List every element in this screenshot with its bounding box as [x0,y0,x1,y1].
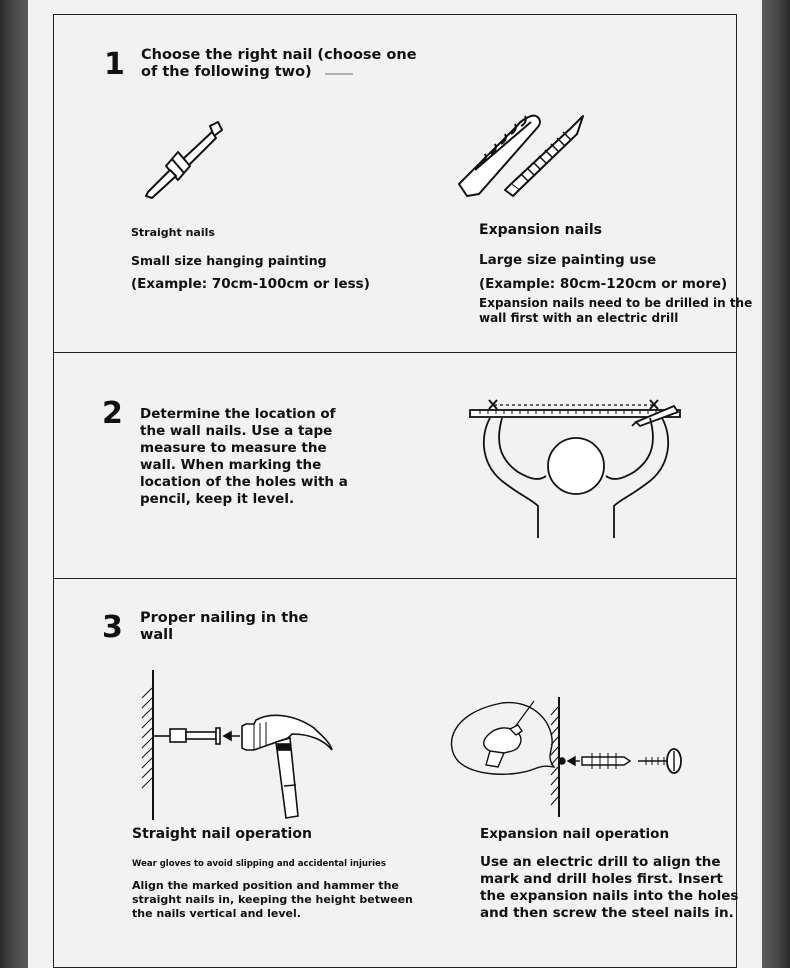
straight-nails-heading: Straight nails [131,226,215,239]
step-2-line: wall. When marking the [140,457,322,473]
expansion-nail-operation-heading: Expansion nail operation [480,826,670,842]
expansion-note-line1: Expansion nails need to be drilled in the [479,296,753,310]
step-1-title [141,47,417,81]
expansion-op-line: mark and drill holes first. Insert [480,871,723,887]
straight-nail-operation-text [132,879,413,921]
expansion-nail-icon [455,112,595,202]
step-2-line: the wall nails. Use a tape [140,423,333,439]
step-2-line: measure to measure the [140,440,327,456]
step-3-title [140,610,308,644]
step-2-instructions [140,406,348,508]
straight-nails-example: (Example: 70cm-100cm or less) [131,276,370,292]
hammer-nail-icon [140,668,340,823]
expansion-op-line: and then screw the steel nails in. [480,905,734,921]
drill-expansion-nail-icon [448,695,693,820]
expansion-op-line: Use an electric drill to align the [480,854,721,870]
step-1-number: 1 [104,47,125,82]
step-3-title-line1: Proper nailing in the [140,610,309,626]
step-3-number: 3 [102,610,123,645]
step-1-title-line1: Choose the right nail (choose one [141,47,417,63]
straight-nail-operation-heading: Straight nail operation [132,826,312,842]
title-underline-mark [325,72,355,76]
person-measuring-wall-icon [466,396,686,541]
expansion-nails-note [479,296,752,326]
straight-op-line: the nails vertical and level. [132,907,301,920]
expansion-note-line2: wall first with an electric drill [479,311,679,325]
straight-nail-icon [140,120,230,202]
step-2-line: location of the holes with a [140,474,348,490]
straight-op-line: Align the marked position and hammer the [132,879,399,892]
step-2-number: 2 [102,396,123,431]
safety-tip: Wear gloves to avoid slipping and accidental injuries [132,859,386,869]
straight-nails-use: Small size hanging painting [131,253,327,268]
step-2-line: pencil, keep it level. [140,491,295,507]
step-1-title-line2: of the following two) [141,64,312,80]
straight-op-line: straight nails in, keeping the height between [132,893,413,906]
expansion-nails-use: Large size painting use [479,252,657,268]
expansion-nails-example: (Example: 80cm-120cm or more) [479,276,728,292]
expansion-nails-heading: Expansion nails [479,222,602,238]
step-3-title-line2: wall [140,627,174,643]
expansion-nail-operation-text [480,854,738,922]
step-2-line: Determine the location of [140,406,336,422]
expansion-op-line: the expansion nails into the holes [480,888,739,904]
